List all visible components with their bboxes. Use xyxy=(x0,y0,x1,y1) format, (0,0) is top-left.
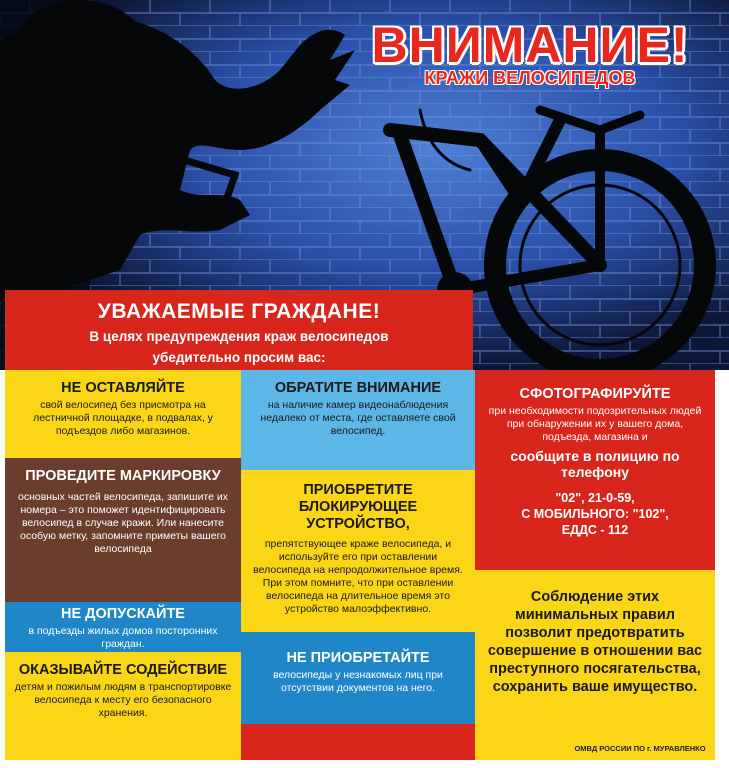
summary-text: Соблюдение этих минимальных правил позволит предотвратить совершение в отношении вас преступного посягательства, сохранить ваше имущество. xyxy=(487,589,703,695)
tip-heading: ОКАЗЫВАЙТЕ СОДЕЙСТВИЕ xyxy=(18,662,228,678)
address-banner xyxy=(5,290,473,370)
tip-heading: ОБРАТИТЕ ВНИМАНИЕ xyxy=(274,380,442,396)
tip-text: при необходимости подозрительных людей при обнаружении их у вашего дома, подъезда, магазина и xyxy=(488,405,702,443)
phone-line-2: С МОБИЛЬНОГО: "102", xyxy=(521,507,669,521)
tip-heading: ПРИОБРЕТИТЕ БЛОКИРУЮЩЕЕ УСТРОЙСТВО, xyxy=(298,482,418,532)
phone-line-3: ЕДДС - 112 xyxy=(561,523,629,537)
page-subtitle: КРАЖИ ВЕЛОСИПЕДОВ xyxy=(424,68,636,88)
tip-dont-leave xyxy=(5,370,241,458)
tip-text: свой велосипед без присмотра на лестничной площадке, в подвалах, у подъездов либо магазинов. xyxy=(33,399,213,437)
tip-heading: ПРОВЕДИТЕ МАРКИРОВКУ xyxy=(25,468,221,484)
tip-photograph xyxy=(475,370,715,570)
tip-text: велосипеды у незнакомых лиц при отсутствии документов на него. xyxy=(273,669,443,694)
tip-assist xyxy=(5,652,241,760)
summary-panel xyxy=(475,570,715,760)
tip-heading: НЕ ОСТАВЛЯЙТЕ xyxy=(61,380,185,396)
phone-line-1: "02", 21-0-59, xyxy=(555,491,635,505)
tip-attention xyxy=(241,370,475,470)
banner-heading: УВАЖАЕМЫЕ ГРАЖДАНЕ! xyxy=(97,300,381,323)
banner-line-1: В целях предупреждения краж велосипедов xyxy=(89,329,389,344)
tip-heading: НЕ ДОПУСКАЙТЕ xyxy=(61,606,185,622)
tip-text: детям и пожилым людям в транспортировке велосипеда к месту его безопасного хранения. xyxy=(14,681,232,719)
page-title: ВНИМАНИЕ! xyxy=(371,17,689,73)
tip-dont-buy xyxy=(241,632,475,724)
tip-text: основных частей велосипеда, запишите их номера – это поможет идентифицировать велосипед в случае кражи. Или нанесите особую метку, запомните приметы вашего велосипеда xyxy=(18,491,228,555)
tip-heading: СФОТОГРАФИРУЙТЕ xyxy=(519,386,671,402)
banner-line-2: убедительно просим вас: xyxy=(152,350,326,365)
police-heading: сообщите в полицию по телефону xyxy=(510,448,680,480)
tip-heading: НЕ ПРИОБРЕТАЙТЕ xyxy=(286,650,430,666)
footer-credit: ОМВД РОССИИ ПО г. МУРАВЛЕНКО xyxy=(574,744,706,753)
tip-text: препятствующее краже велосипеда, и используйте его при оставлении велосипеда на непродолжительное время. При этом помните, что при оставлении велосипеда на длительное время это устройство малоэффективно. xyxy=(253,538,463,615)
tip-text: в подъезды жилых домов посторонних граждан. xyxy=(28,625,218,650)
decorative-red-strip xyxy=(241,724,475,760)
tip-text: на наличие камер видеонаблюдения недалеко от места, где оставляете свой велосипед. xyxy=(260,399,456,437)
tip-marking xyxy=(5,458,241,602)
tip-lock-device xyxy=(241,470,475,630)
tip-dont-allow xyxy=(5,602,241,652)
